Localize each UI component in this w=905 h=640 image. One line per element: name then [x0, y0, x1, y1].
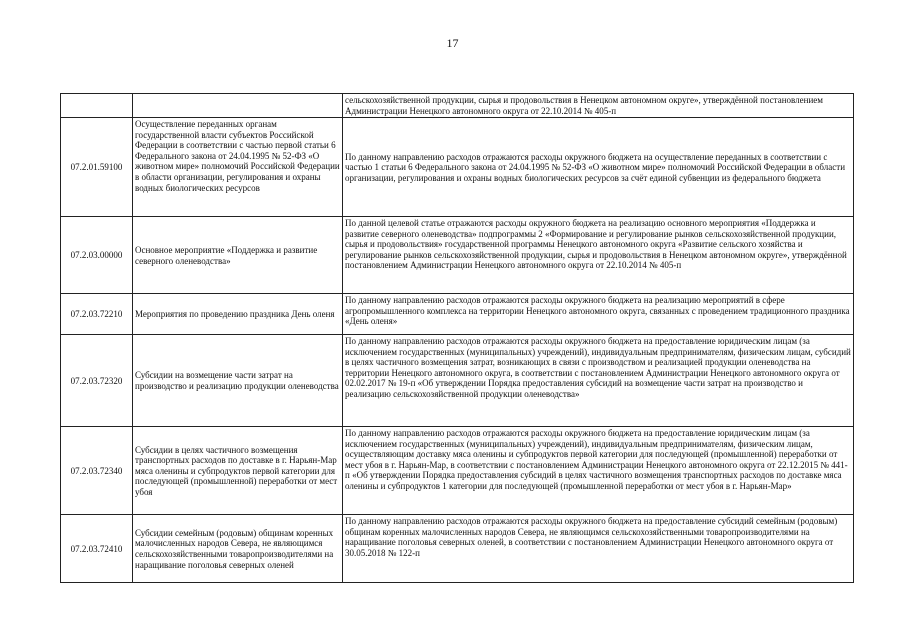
row-code [61, 94, 133, 118]
row-description: По данному направлению расходов отражаются расходы окружного бюджета на предоставление субсидий семейным (родовым) общинам коренных малочисленных народов Севера, не являющимся сельскохозяйственными товаропроизводителями на наращивание поголовья северных оленей, в соответствии с постановлением Администрации Ненецкого автономного округа от 30.05.2018 № 122-п [343, 515, 854, 583]
row-code: 07.2.03.72210 [61, 294, 133, 335]
row-code: 07.2.03.72320 [61, 335, 133, 427]
table-row [61, 94, 854, 118]
page-number: 17 [446, 36, 459, 50]
row-name [133, 94, 343, 118]
table-row [61, 294, 854, 335]
row-name: Субсидии в целях частичного возмещения транспортных расходов по доставке в г. Нарьян-Мар мяса оленины и субпродуктов первой категории для последующей (промышленной) переработки от мест убоя [133, 427, 343, 515]
table-row [61, 335, 854, 427]
budget-classification-table [60, 93, 854, 583]
row-description: По данному направлению расходов отражаются расходы окружного бюджета на предоставление юридическим лицам (за исключением государственных (муниципальных) учреждений), индивидуальным предпринимателям, физическим лицам, осуществляющим доставку мяса оленины и субпродуктов первой категории для последующей (промышленной) переработки от мест убоя в г. Нарьян-Мар, в соответствии с постановлением Администрации Ненецкого автономного округа от 22.12.2015 № 441-п «Об утверждении Порядка предоставления субсидий в целях частичного возмещения транспортных расходов по доставке мяса оленины и субпродуктов 1 категории для последующей (промышленной переработки от мест убоя в г. Нарьян-Мар» [343, 427, 854, 515]
row-description: По данному направлению расходов отражаются расходы окружного бюджета на реализацию мероприятий в сфере агропромышленного комплекса на территории Ненецкого автономного округа, связанных с проведением традиционного праздника «День оленя» [343, 294, 854, 335]
row-name: Осуществление переданных органам государственной власти субъектов Российской Федерации в соответствии с частью первой статьи 6 Федерального закона от 24.04.1995 № 52-ФЗ «О животном мире» полномочий Российской Федерации в области организации, регулирования и охраны водных биологических ресурсов [133, 118, 343, 217]
row-description: По данному направлению расходов отражаются расходы окружного бюджета на предоставление юридическим лицам (за исключением государственных (муниципальных) учреждений), индивидуальным предпринимателям, физическим лицам, субсидий в целях частичного возмещения затрат, возникающих в связи с производством и реализацией продукции оленеводства на территории Ненецкого автономного округа, в соответствии с постановлением Администрации Ненецкого автономного округа от 02.02.2017 № 19-п «Об утверждении Порядка предоставления субсидий на возмещение части затрат на производство и реализацию сельскохозяйственной продукции оленеводства» [343, 335, 854, 427]
row-name: Основное мероприятие «Поддержка и развитие северного оленеводства» [133, 217, 343, 294]
row-code: 07.2.03.72340 [61, 427, 133, 515]
row-code: 07.2.01.59100 [61, 118, 133, 217]
row-name: Субсидии семейным (родовым) общинам коренных малочисленных народов Севера, не являющимся сельскохозяйственными товаропроизводителями на наращивание поголовья северных оленей [133, 515, 343, 583]
table-row [61, 217, 854, 294]
row-description: По данной целевой статье отражаются расходы окружного бюджета на реализацию основного мероприятия «Поддержка и развитие северного оленеводства» подпрограммы 2 «Формирование и регулирование рынков сельскохозяйственной продукции, сырья и продовольствия» государственной программы Ненецкого автономного округа «Развитие сельского хозяйства и регулирование рынков сельскохозяйственной продукции, сырья и продовольствия в Ненецком автономном округе», утверждённой постановлением Администрации Ненецкого автономного округа от 22.10.2014 № 405-п [343, 217, 854, 294]
table-row [61, 118, 854, 217]
table-row [61, 515, 854, 583]
row-code: 07.2.03.72410 [61, 515, 133, 583]
row-code: 07.2.03.00000 [61, 217, 133, 294]
row-name: Субсидии на возмещение части затрат на производство и реализацию продукции оленеводства [133, 335, 343, 427]
row-description: По данному направлению расходов отражаются расходы окружного бюджета на осуществление переданных в соответствии с частью 1 статьи 6 Федерального закона от 24.04.1995 № 52-ФЗ «О животном мире» полномочий Российской Федерации в области организации, регулирования и охраны водных биологических ресурсов за счёт единой субвенции из федерального бюджета [343, 118, 854, 217]
row-description: сельскохозяйственной продукции, сырья и продовольствия в Ненецком автономном округе», утверждённой постановлением Администрации Ненецкого автономного округа от 22.10.2014 № 405-п [343, 94, 854, 118]
row-name: Мероприятия по проведению праздника День оленя [133, 294, 343, 335]
table-row [61, 427, 854, 515]
